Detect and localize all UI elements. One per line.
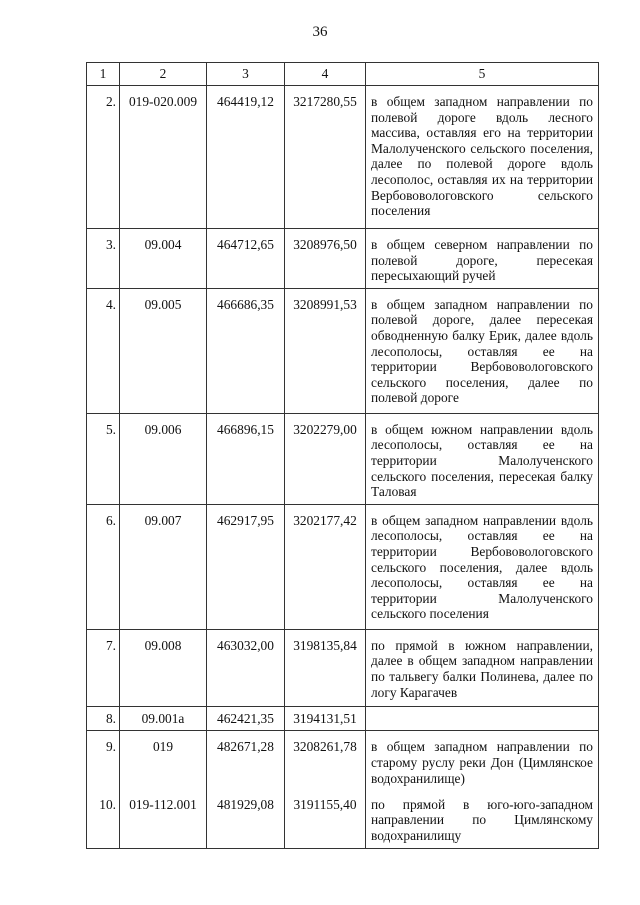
route-description: в общем западном направлении по полевой дороге вдоль лесного массива, оставляя его на территории Малолученского сельского поселения, далее по полевой дороге вдоль лесополос, оставляя их на территории Вербововологовского сельского поселения xyxy=(366,86,599,229)
row-number: 8. xyxy=(87,706,120,731)
row-number: 7. xyxy=(87,629,120,706)
point-id: 09.008 xyxy=(120,629,207,706)
coord-y: 3191155,40 xyxy=(285,793,366,849)
point-id: 09.004 xyxy=(120,229,207,289)
point-id: 09.005 xyxy=(120,288,207,413)
route-description: по прямой в юго-юго-западном направлении по Цимлянскому водохранилищу xyxy=(366,793,599,849)
table-row xyxy=(87,793,599,849)
point-id: 019 xyxy=(120,731,207,793)
column-header-1: 1 xyxy=(87,63,120,86)
coord-y: 3198135,84 xyxy=(285,629,366,706)
row-number: 4. xyxy=(87,288,120,413)
route-description: в общем северном направлении по полевой дороге, пересекая пересыхающий ручей xyxy=(366,229,599,289)
coord-x: 466686,35 xyxy=(207,288,285,413)
table-row xyxy=(87,229,599,289)
coord-x: 462917,95 xyxy=(207,504,285,629)
coord-x: 466896,15 xyxy=(207,413,285,504)
row-number: 6. xyxy=(87,504,120,629)
point-id: 019-112.001 xyxy=(120,793,207,849)
row-number: 2. xyxy=(87,86,120,229)
coord-y: 3208976,50 xyxy=(285,229,366,289)
row-number: 10. xyxy=(87,793,120,849)
route-description: в общем западном направлении по полевой дороге, далее пересекая обводненную балку Ерик, далее вдоль лесополосы, оставляя ее на территории Вербововологовского сельского поселения, далее по полевой дороге xyxy=(366,288,599,413)
column-header-4: 4 xyxy=(285,63,366,86)
coord-y: 3194131,51 xyxy=(285,706,366,731)
table-row xyxy=(87,288,599,413)
coord-x: 464419,12 xyxy=(207,86,285,229)
page-number: 36 xyxy=(312,24,328,40)
point-id: 09.006 xyxy=(120,413,207,504)
coord-x: 481929,08 xyxy=(207,793,285,849)
table-row xyxy=(87,731,599,793)
route-description: в общем южном направлении вдоль лесополосы, оставляя ее на территории Малолученского сельского поселения, пересекая балку Таловая xyxy=(366,413,599,504)
table-row xyxy=(87,629,599,706)
column-header-5: 5 xyxy=(366,63,599,86)
coord-y: 3208261,78 xyxy=(285,731,366,793)
route-description: в общем западном направлении вдоль лесополосы, оставляя ее на территории Вербововологовского сельского поселения, далее вдоль лесополосы, оставляя ее на территории Малолученского сельского поселения xyxy=(366,504,599,629)
table-header-row xyxy=(87,63,599,86)
boundary-points-table xyxy=(86,62,599,849)
route-description: в общем западном направлении по старому руслу реки Дон (Цимлянское водохранилище) xyxy=(366,731,599,793)
point-id: 09.001а xyxy=(120,706,207,731)
route-description: по прямой в южном направлении, далее в общем западном направлении по тальвегу балки Полинева, далее по логу Карагачев xyxy=(366,629,599,706)
coord-x: 482671,28 xyxy=(207,731,285,793)
column-header-2: 2 xyxy=(120,63,207,86)
coord-x: 463032,00 xyxy=(207,629,285,706)
column-header-3: 3 xyxy=(207,63,285,86)
row-number: 5. xyxy=(87,413,120,504)
table-row xyxy=(87,86,599,229)
table-row xyxy=(87,504,599,629)
coord-y: 3217280,55 xyxy=(285,86,366,229)
point-id: 019-020.009 xyxy=(120,86,207,229)
table-row xyxy=(87,413,599,504)
row-number: 3. xyxy=(87,229,120,289)
row-number: 9. xyxy=(87,731,120,793)
coord-x: 462421,35 xyxy=(207,706,285,731)
route-description xyxy=(366,706,599,731)
coord-x: 464712,65 xyxy=(207,229,285,289)
point-id: 09.007 xyxy=(120,504,207,629)
coord-y: 3202279,00 xyxy=(285,413,366,504)
table-row xyxy=(87,706,599,731)
coord-y: 3202177,42 xyxy=(285,504,366,629)
coord-y: 3208991,53 xyxy=(285,288,366,413)
